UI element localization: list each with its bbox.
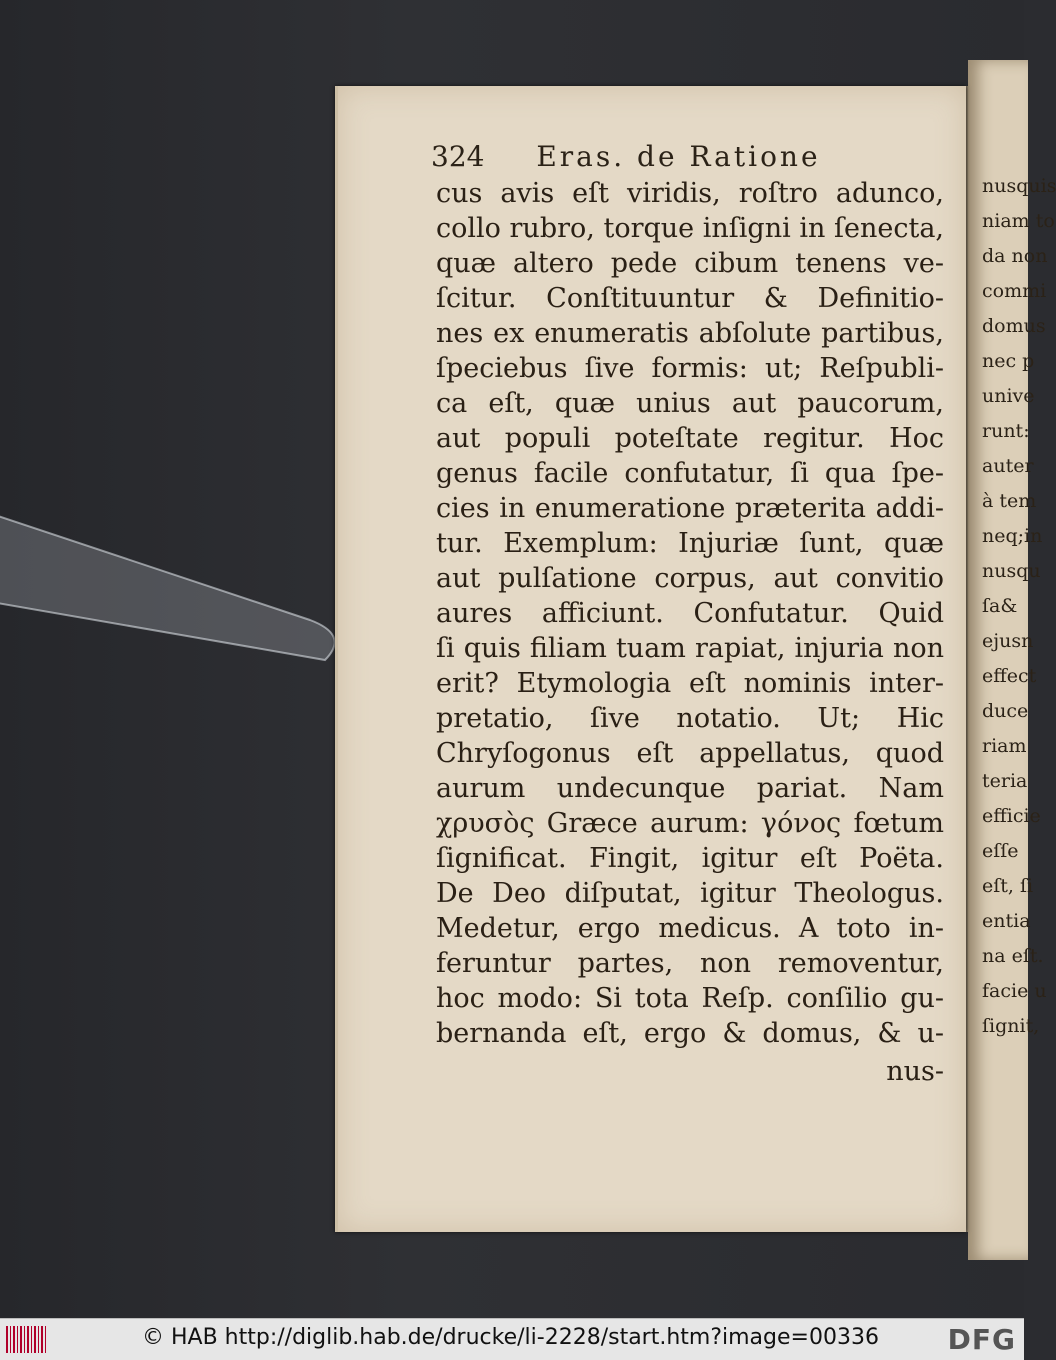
text-line: aures afficiunt. Confutatur. Quid xyxy=(436,598,944,629)
facing-page-text: nusqu xyxy=(982,560,1041,582)
text-line: Medetur, ergo medicus. A toto in- xyxy=(436,913,944,944)
dfg-logo: DFG xyxy=(947,1323,1016,1356)
facing-page-text: neq;in xyxy=(982,525,1043,547)
text-line: cies in enumeratione præterita addi- xyxy=(436,493,944,524)
text-line: bernanda eſt, ergo & domus, & u- xyxy=(436,1018,944,1049)
text-line: ſignificat. Fingit, igitur eſt Poëta. xyxy=(436,843,944,874)
facing-page-text: à tem xyxy=(982,490,1037,512)
facing-page-text: teria xyxy=(982,770,1028,792)
text-line: quæ altero pede cibum tenens ve- xyxy=(436,248,944,279)
text-line: Chryſogonus eſt appellatus, quod xyxy=(436,738,944,769)
text-line: ſcitur. Conſtituuntur & Definitio- xyxy=(436,283,944,314)
text-line: collo rubro, torque inſigni in ſenecta, xyxy=(436,213,944,244)
copyright-link[interactable]: © HAB http://diglib.hab.de/drucke/li-2228/start.htm?image=00336 xyxy=(142,1325,879,1350)
text-line: cus avis eſt viridis, roſtro adunco, xyxy=(436,178,944,209)
facing-page-text: runt: xyxy=(982,420,1030,442)
facing-page-text: entia xyxy=(982,910,1031,932)
text-line: aut populi poteſtate regitur. Hoc xyxy=(436,423,944,454)
facing-page-text: nec p xyxy=(982,350,1035,372)
facing-page-text: na eſt. xyxy=(982,945,1044,967)
facing-page-text: riam xyxy=(982,735,1027,757)
facing-page-text: nusquis xyxy=(982,175,1056,197)
text-line: χρυσὸς Græce aurum: γόνος fœtum xyxy=(436,808,944,839)
text-line: De Deo diſputat, igitur Theologus. xyxy=(436,878,944,909)
facing-page-text: eſſe xyxy=(982,840,1019,862)
text-line: tur. Exemplum: Injuriæ ſunt, quæ xyxy=(436,528,944,559)
book-page xyxy=(335,86,966,1232)
running-title: Eras. de Ratione xyxy=(536,140,821,173)
text-line: erit? Etymologia eſt nominis inter- xyxy=(436,668,944,699)
page-number: 324 xyxy=(431,140,485,173)
facing-page-text: da non xyxy=(982,245,1048,267)
text-line: genus facile confutatur, ſi qua ſpe- xyxy=(436,458,944,489)
facing-page-text: efficie xyxy=(982,805,1041,827)
facing-page-text: effect xyxy=(982,665,1037,687)
text-line: hoc modo: Si tota Reſp. conſilio gu- xyxy=(436,983,944,1014)
text-line: aut pulſatione corpus, aut convitio xyxy=(436,563,944,594)
text-line: ſi quis filiam tuam rapiat, injuria non xyxy=(436,633,944,664)
facing-page-text: niam to xyxy=(982,210,1055,232)
text-line: pretatio, ſive notatio. Ut; Hic xyxy=(436,703,944,734)
facing-page-text: eſt, ſi xyxy=(982,875,1034,897)
facing-page-edge xyxy=(968,60,1056,1260)
facing-page-text: ſignit, xyxy=(982,1015,1040,1037)
facing-page-text: ſa& xyxy=(982,595,1018,617)
hab-logo xyxy=(6,1326,48,1353)
text-line: ca eſt, quæ unius aut paucorum, xyxy=(436,388,944,419)
facing-page-text: facie u xyxy=(982,980,1047,1002)
facing-page-text: auter xyxy=(982,455,1034,477)
footer-bar xyxy=(0,1318,1024,1360)
facing-page-text: duce xyxy=(982,700,1029,722)
text-line: ſpeciebus ſive formis: ut; Reſpubli- xyxy=(436,353,944,384)
facing-page-text: commi xyxy=(982,280,1047,302)
catchword: nus- xyxy=(886,1056,944,1087)
running-head xyxy=(431,140,821,173)
text-line: feruntur partes, non removentur, xyxy=(436,948,944,979)
text-line: aurum undecunque pariat. Nam xyxy=(436,773,944,804)
facing-page-text: ejusn xyxy=(982,630,1034,652)
text-line: nes ex enumeratis abſolute partibus, xyxy=(436,318,944,349)
glass-page-holder xyxy=(0,510,370,660)
facing-page-text: unive xyxy=(982,385,1035,407)
facing-page-text: domus xyxy=(982,315,1046,337)
